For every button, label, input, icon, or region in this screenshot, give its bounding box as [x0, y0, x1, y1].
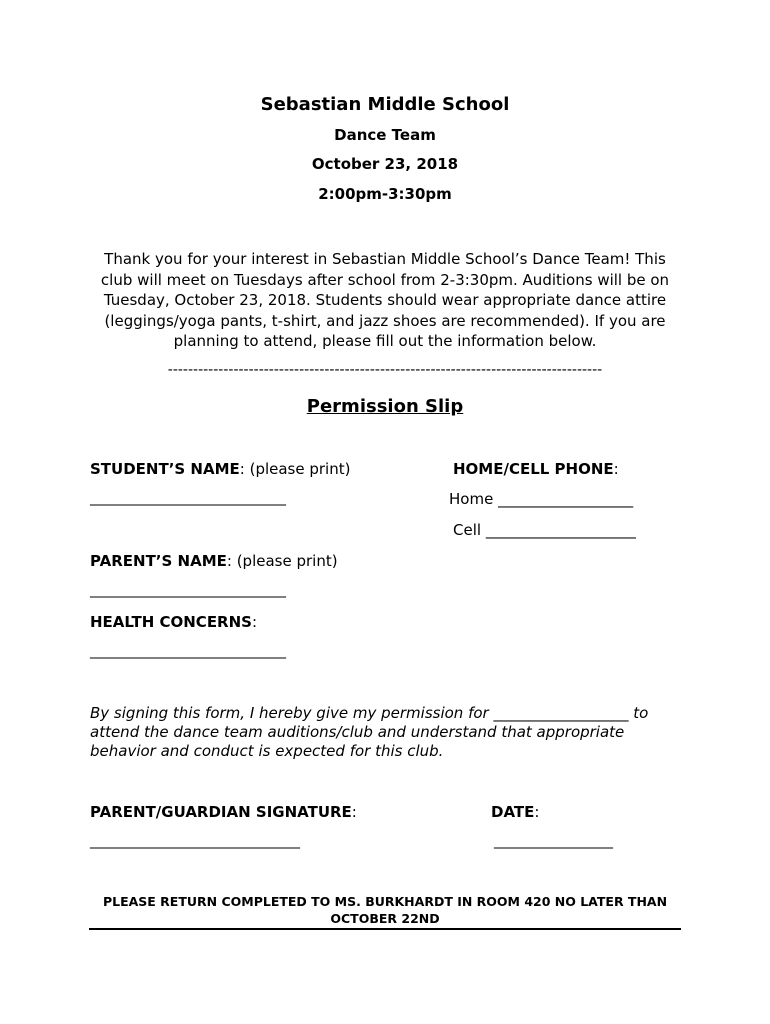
footer-rule	[89, 928, 681, 930]
school-title: Sebastian Middle School	[260, 94, 510, 115]
student-name-blank[interactable]: ____________________________	[90, 490, 286, 506]
student-name-hint: : (please print)	[239, 460, 351, 478]
date-field-label	[491, 803, 539, 821]
consent-text-start: By signing this form, I hereby give my permission for	[90, 704, 489, 722]
intro-paragraph: Thank you for your interest in Sebastian Middle School’s Dance Team! This club will meet on Tuesdays after school from 2-3:30pm. Auditions will be on Tuesday, October 23, 2018. Students should wear appropriate dance attire (leggings/yoga pants, t-shirt, and jazz shoes are recommended). If you are planning to attend, please fill out the information below.	[100, 250, 670, 350]
event-time: 2:00pm-3:30pm	[318, 185, 452, 203]
event-date: October 23, 2018	[311, 155, 459, 173]
student-name-field-label	[90, 460, 350, 478]
health-concerns-field-label	[90, 613, 257, 631]
signature-field-label	[90, 803, 357, 821]
phone-colon: :	[613, 460, 619, 478]
permission-slip-title: Permission Slip	[306, 396, 464, 417]
date-colon: :	[534, 803, 540, 821]
home-phone-blank[interactable]: __________________	[498, 490, 634, 508]
student-name-label: STUDENT’S NAME	[90, 460, 240, 478]
parent-name-blank[interactable]: ____________________________	[90, 582, 286, 598]
health-concerns-label: HEALTH CONCERNS	[90, 613, 252, 631]
phone-field-label	[453, 460, 619, 478]
parent-name-field-label	[90, 552, 338, 570]
signature-colon: :	[351, 803, 357, 821]
cell-phone-label: Cell	[453, 521, 482, 539]
home-phone-label: Home	[449, 490, 494, 508]
cell-phone-row	[453, 521, 636, 539]
date-blank[interactable]: _________________	[494, 833, 613, 849]
cell-phone-blank[interactable]: ____________________	[485, 521, 636, 539]
signature-blank[interactable]: ______________________________	[90, 833, 300, 849]
health-concerns-blank[interactable]: ____________________________	[90, 643, 286, 659]
date-label: DATE	[491, 803, 535, 821]
home-phone-row	[449, 490, 633, 508]
return-instructions: PLEASE RETURN COMPLETED TO MS. BURKHARDT IN ROOM 420 NO LATER THAN OCTOBER 22ND	[102, 894, 668, 926]
team-name: Dance Team	[334, 126, 436, 144]
health-concerns-colon: :	[251, 613, 258, 631]
signature-label: PARENT/GUARDIAN SIGNATURE	[90, 803, 352, 821]
consent-student-blank[interactable]: __________________	[493, 704, 629, 722]
parent-name-label: PARENT’S NAME	[90, 552, 227, 570]
phone-label: HOME/CELL PHONE	[453, 460, 614, 478]
consent-paragraph	[90, 704, 690, 761]
parent-name-hint: : (please print)	[226, 552, 338, 570]
separator-line: --------------------------------------------------------------------------------------	[167, 362, 603, 378]
consent-text-end: to attend the dance team auditions/club and understand that appropriate behavior and conduct is expected for this club.	[90, 704, 649, 760]
